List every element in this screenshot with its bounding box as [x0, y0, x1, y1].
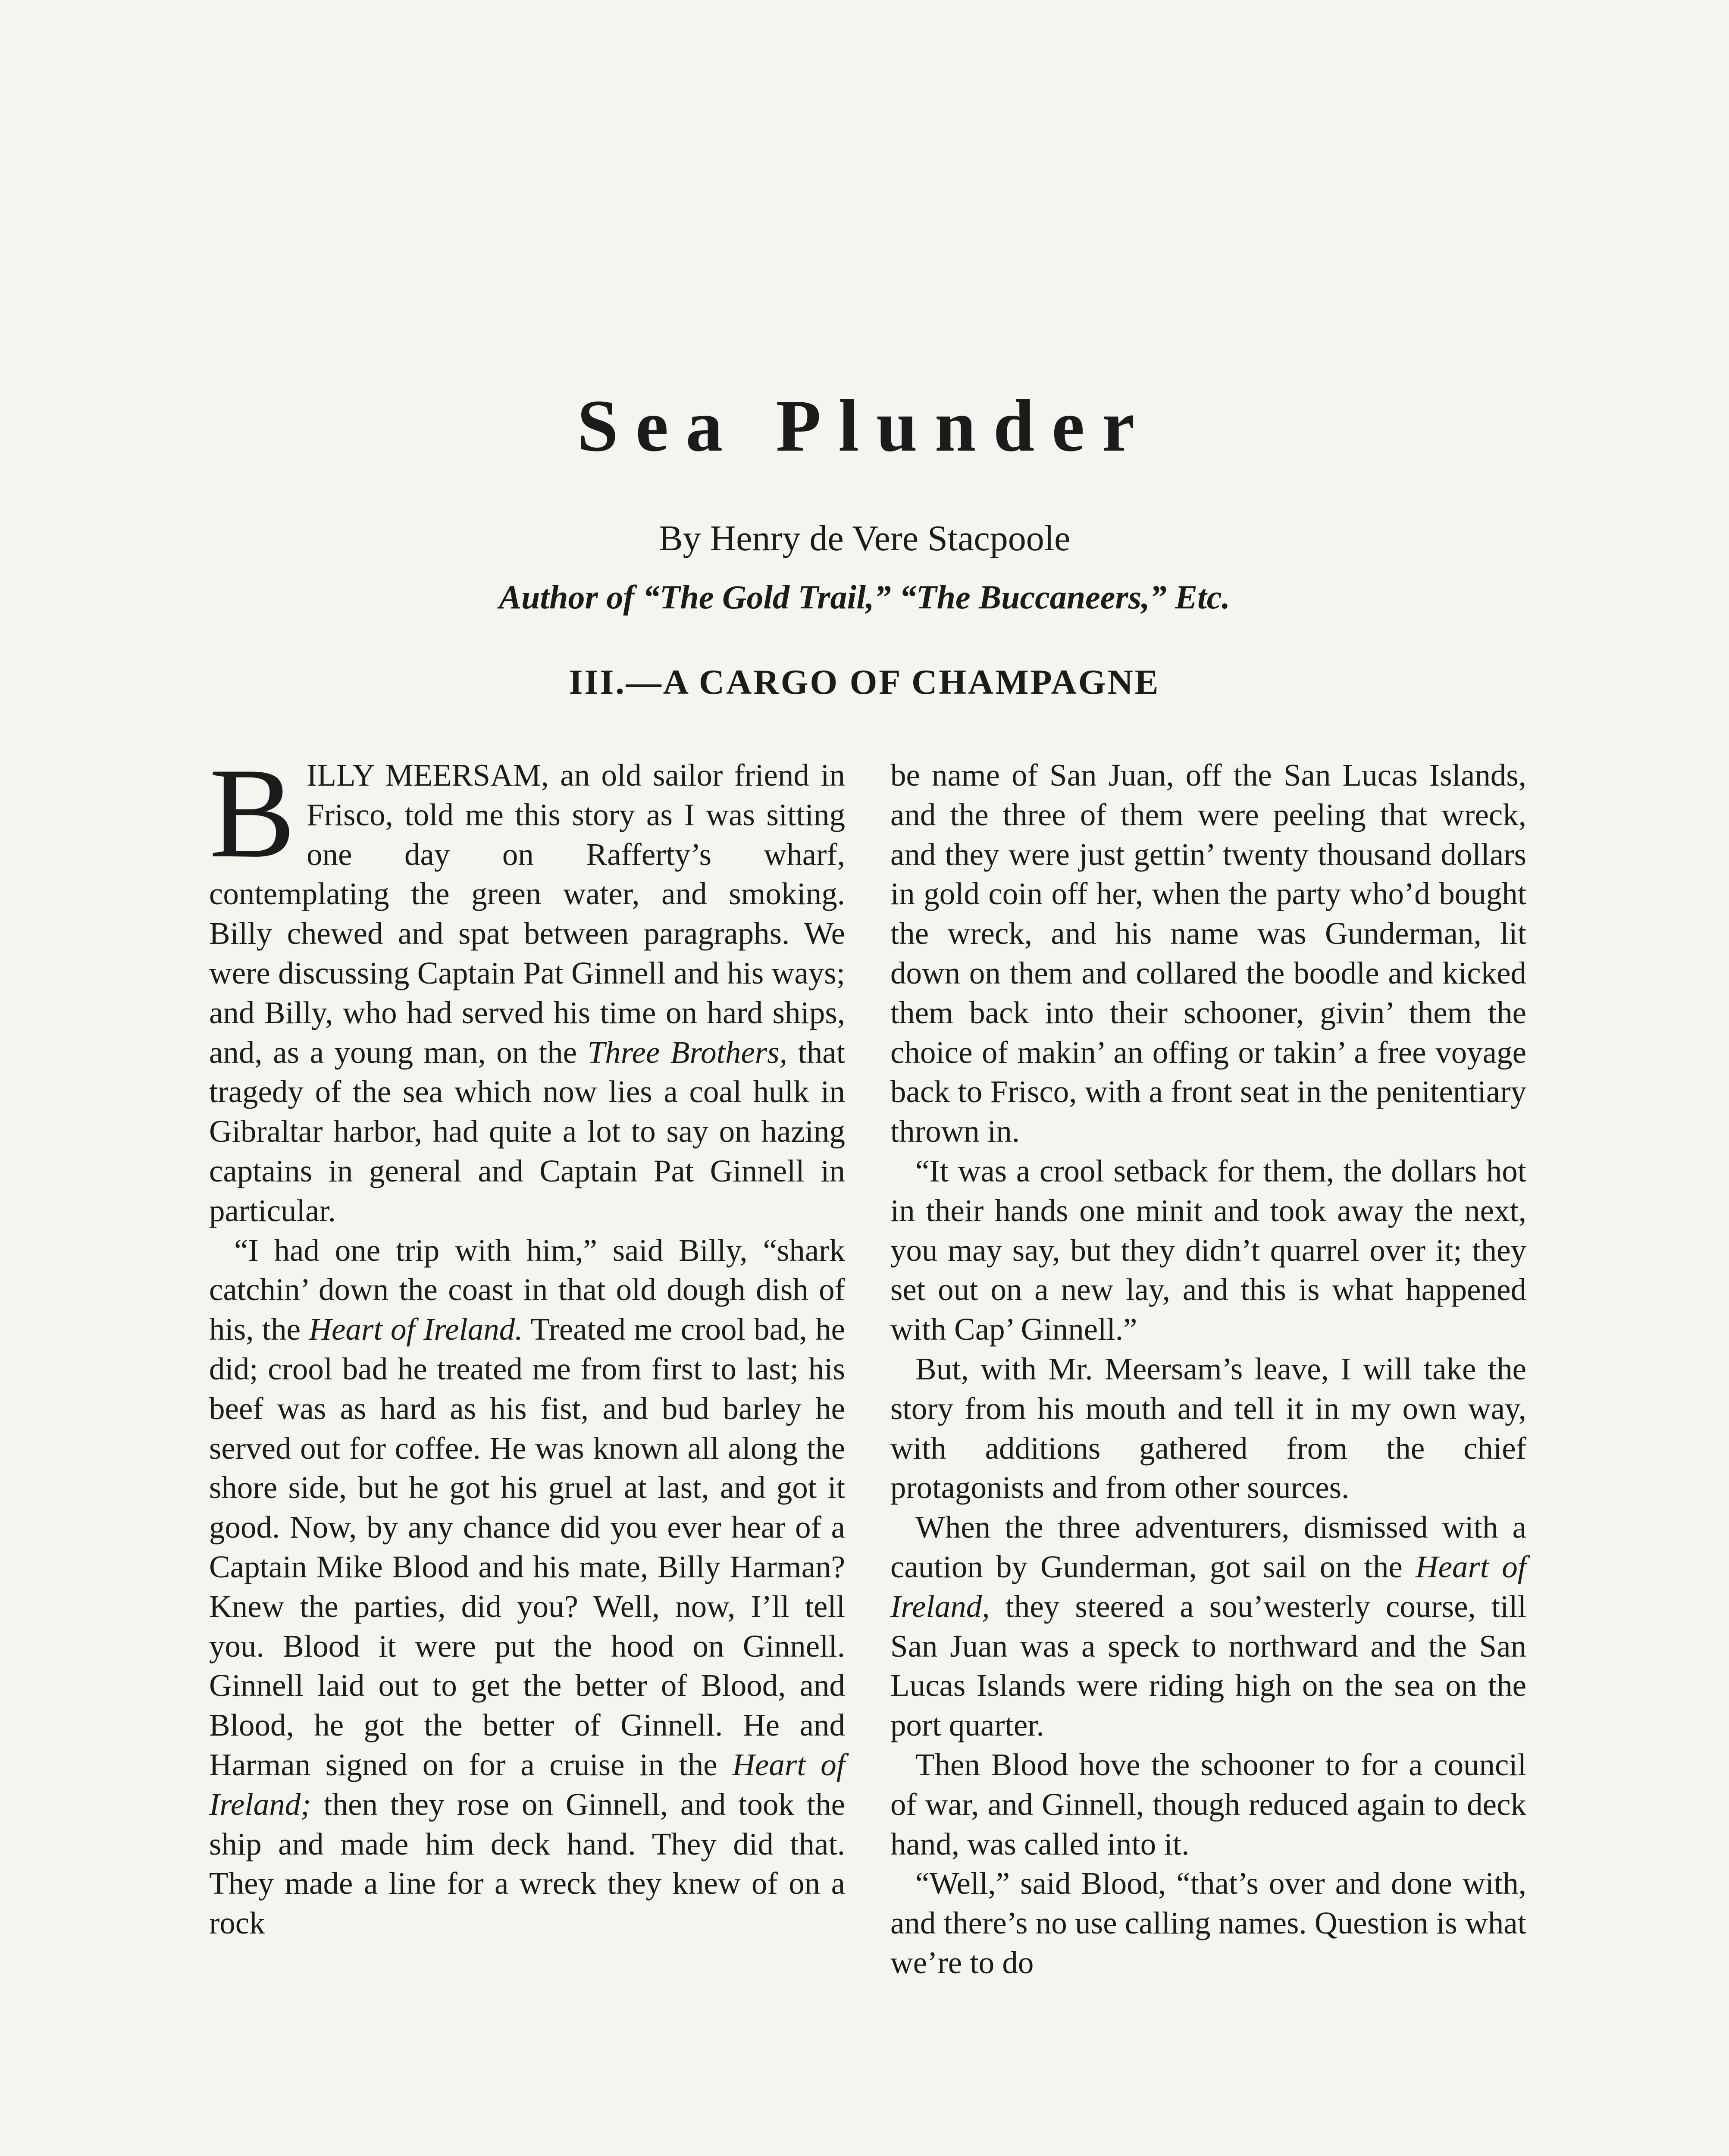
text-run: that tragedy of the sea which now lies a coal hulk in Gibraltar harbor, had quite a lot to say on hazing captains in general and Captain Pat Ginnell in particular. — [209, 1034, 845, 1228]
left-column — [209, 741, 845, 2156]
ship-name: Heart of Ireland, — [890, 1549, 1526, 1624]
text-run: ILLY MEERSAM, an old sailor friend in Frisco, told me this story as I was sitting one day on Rafferty’s wharf, contemplating the green water, and smoking. Billy chewed and spat between paragraphs. We were discussing Captain Pat Ginnell and his ways; and Billy, who had served his time on hard ships, and, as a young man, on the — [209, 758, 845, 1070]
drop-cap: B — [209, 741, 296, 884]
text-run: then they rose on Ginnell, and took the ship and made him deck hand. They did that. They made a line for a wreck they knew of on a rock — [209, 1786, 845, 1941]
chapter-heading: III.—A CARGO OF CHAMPAGNE — [569, 662, 1160, 702]
paragraph — [209, 741, 845, 1231]
article-title: Sea Plunder — [577, 385, 1152, 467]
paragraph: “It was a crool setback for them, the dollars hot in their hands one minit and took away the next, you may say, but they didn’t quarrel over it; they set out on a new lay, and this is what happened with Cap’ Ginnell.” — [890, 1153, 1526, 1347]
paragraph: Then Blood hove the schooner to for a council of war, and Ginnell, though reduced again to deck hand, was called into it. — [890, 1747, 1526, 1861]
paragraph — [890, 1507, 1526, 1745]
ship-name: Three Brothers, — [587, 1034, 787, 1070]
byline: By Henry de Vere Stacpoole — [658, 518, 1071, 558]
author-credits: Author of “The Gold Trail,” “The Buccaneers,” Etc. — [499, 578, 1230, 616]
ship-name: Heart of Ireland; — [209, 1747, 845, 1822]
paragraph: “Well,” said Blood, “that’s over and done with, and there’s no use calling names. Question is what we’re to do — [890, 1866, 1526, 1980]
text-run: “I had one trip with him,” said Billy, “shark catchin’ down the coast in that old dough dish of his, the — [209, 1232, 845, 1347]
paragraph: be name of San Juan, off the San Lucas Islands, and the three of them were peeling that wreck, and they were just gettin’ twenty thousand dollars in gold coin off her, when the party who’d bought the wreck, and his name was Gunderman, lit down on them and collared the boodle and kicked them back into their schooner, givin’ them the choice of makin’ an offing or takin’ a free voyage back to Frisco, with a front seat in the penitentiary thrown in. — [890, 758, 1526, 1149]
text-run: When the three adventurers, dismissed with a caution by Gunderman, got sail on the — [890, 1510, 1526, 1584]
ship-name: Heart of Ireland. — [309, 1312, 523, 1347]
text-run: Treated me crool bad, he did; crool bad he treated me from first to last; his beef was as hard as his fist, and bud barley he served out for coffee. He was known all along the shore side, but he got his gruel at last, and got it good. Now, by any chance did you ever hear of a Captain Mike Blood and his mate, Billy Harman? Knew the parties, did you? Well, now, I’ll tell you. Blood it were put the hood on Ginnell. Ginnell laid out to get the better of Blood, and Blood, he got the better of Ginnell. He and Harman signed on for a cruise in the — [209, 1312, 845, 1782]
paragraph: But, with Mr. Meersam’s leave, I will take the story from his mouth and tell it in my own way, with additions gathered from the chief protagonists and from other sources. — [890, 1351, 1526, 1505]
text-run: they steered a sou’westerly course, till San Juan was a speck to northward and the San Lucas Islands were riding high on the sea on the port quarter. — [890, 1589, 1526, 1743]
paragraph — [209, 1231, 845, 1943]
right-column — [890, 755, 1526, 2156]
